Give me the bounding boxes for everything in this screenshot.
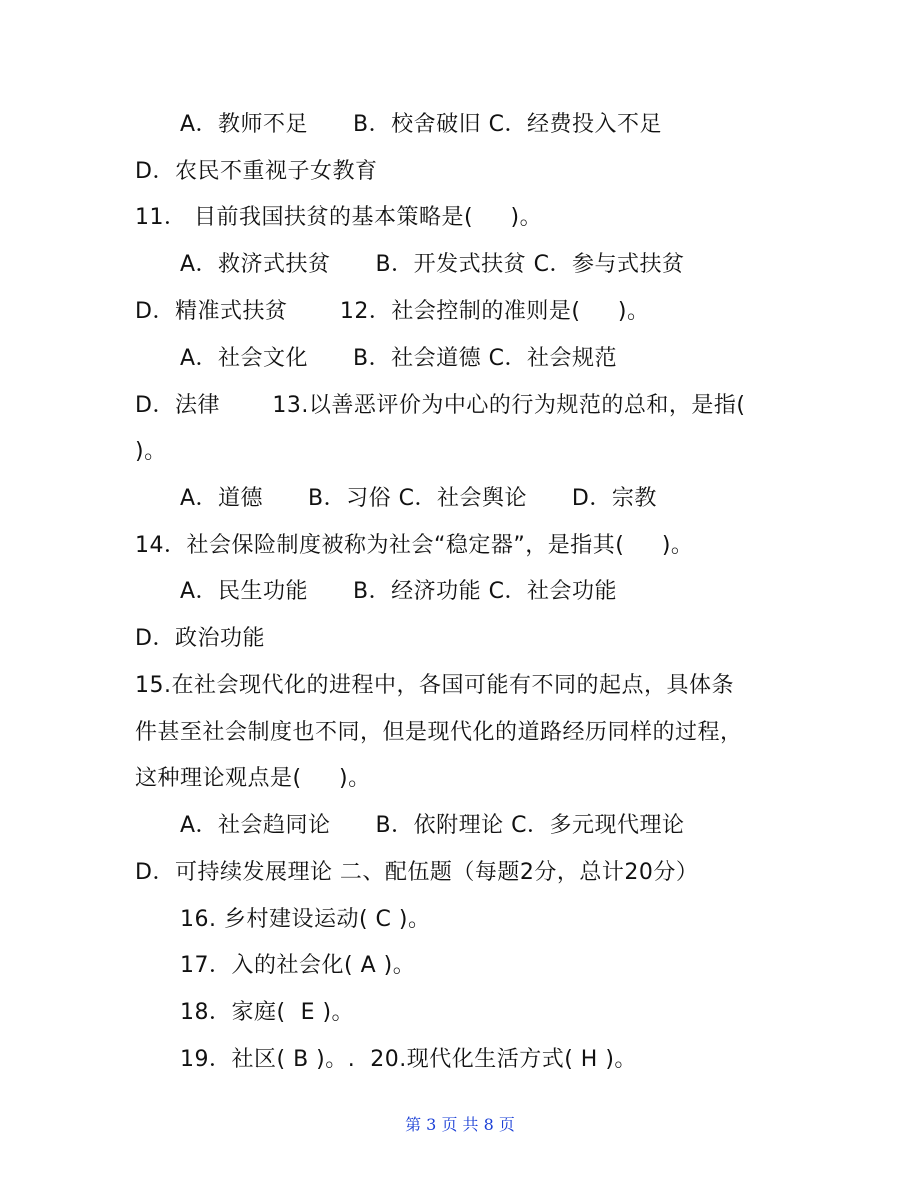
q10-options-abc: A．教师不足 B．校舍破旧 C．经费投入不足 (180, 112, 662, 137)
q13-question-continued: )。 (135, 439, 167, 464)
q13-options: A．道德 B．习俗 C．社会舆论 D．宗教 (180, 486, 657, 511)
q15-question-line-2: 件甚至社会制度也不同，但是现代化的道路经历同样的过程， (135, 720, 743, 745)
q14-option-d: D．政治功能 (135, 626, 265, 651)
q16-answer: 16. 乡村建设运动( C )。 (180, 907, 431, 932)
q14-question: 14．社会保险制度被称为社会“稳定器”，是指其( )。 (135, 533, 694, 558)
q15-question-line-1: 15.在社会现代化的进程中，各国可能有不同的起点，具体条 (135, 673, 734, 698)
q11-options-abc: A．救济式扶贫 B．开发式扶贫 C．参与式扶贫 (180, 252, 685, 277)
q15-options-abc: A．社会趋同论 B．依附理论 C．多元现代理论 (180, 813, 685, 838)
q15-option-d-section-heading: D．可持续发展理论 二、配伍题（每题2分，总计20分） (135, 860, 699, 885)
q11-question: 11． 目前我国扶贫的基本策略是( )。 (135, 205, 543, 230)
q12-option-d-q13-question: D．法律 13.以善恶评价为中心的行为规范的总和，是指( (135, 393, 746, 418)
q11-option-d-q12-question: D．精准式扶贫 12．社会控制的准则是( )。 (135, 299, 650, 324)
q19-q20-answers: 19．社区( B )。. 20.现代化生活方式( H )。 (180, 1047, 637, 1072)
page-footer: 第 3 页 共 8 页 (405, 1115, 515, 1134)
q10-option-d: D．农民不重视子女教育 (135, 159, 378, 184)
q14-options-abc: A．民生功能 B．经济功能 C．社会功能 (180, 579, 617, 604)
q15-question-line-3: 这种理论观点是( )。 (135, 766, 371, 791)
q12-options-abc: A．社会文化 B．社会道德 C．社会规范 (180, 346, 617, 371)
q17-answer: 17．入的社会化( A )。 (180, 953, 416, 978)
q18-answer: 18．家庭( E )。 (180, 1000, 355, 1025)
